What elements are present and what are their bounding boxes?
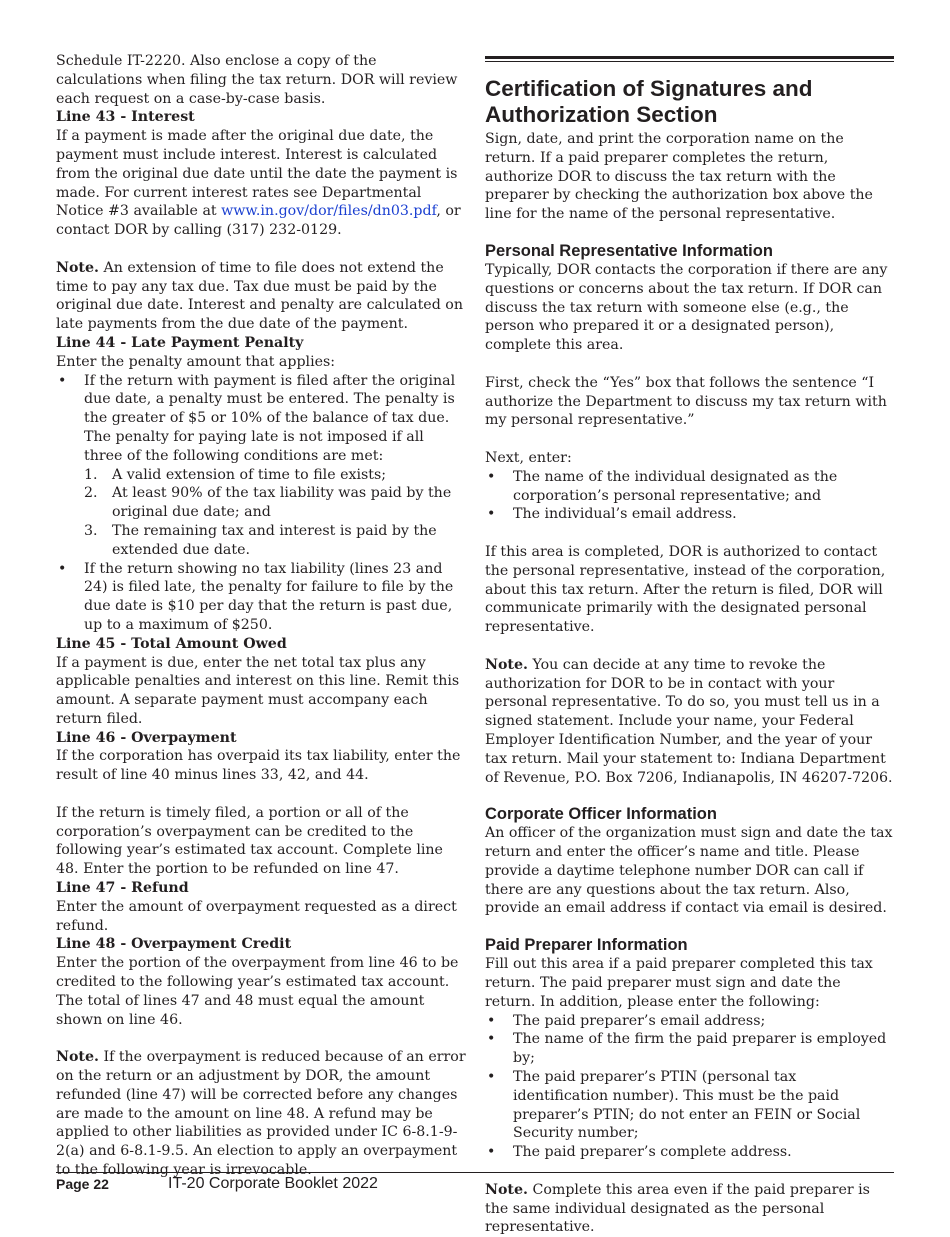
list-item bbox=[485, 1068, 895, 1143]
personal-rep-heading: Personal Representative Information bbox=[485, 241, 773, 260]
note-text: An extension of time to file does not extend the time to pay any tax due. Tax due must be paid by the original due date. Interest and penalty are calculated on late payments from the due date of the payment. bbox=[56, 259, 463, 333]
note-text: If the overpayment is reduced because of an error on the return or an adjustment by DOR, the amount refunded (line 47) will be corrected before any changes are made to the amount on line 48. A refund may be applied to other liabilities as provided under IC 6-8.1-9-2(a) and 6-8.1-9.5. An election to apply an overpayment to the following year is irrevocable. bbox=[56, 1049, 466, 1179]
line45-paragraph: If a payment is due, enter the net total tax plus any applicable penalties and interest on this line. Remit this amount. A separate payment must accompany each return filed. bbox=[56, 654, 460, 727]
booklet-title: IT-20 Corporate Booklet 2022 bbox=[168, 1175, 378, 1192]
personal-rep-bullets bbox=[485, 468, 895, 524]
list-item-text: At least 90% of the tax liability was paid by the original due date; and bbox=[112, 485, 452, 521]
line43-heading: Line 43 - Interest bbox=[56, 109, 195, 126]
list-item-text: The individual’s email address. bbox=[513, 506, 737, 523]
left-column bbox=[56, 52, 466, 1180]
note-revoke bbox=[485, 656, 895, 788]
list-item bbox=[84, 466, 466, 485]
line46-paragraph-2: If the return is timely filed, a portion or all of the corporation’s overpayment can be credited to the following year’s estimated tax account. Complete line 48. Enter the portion to be refunded on line 47. bbox=[56, 804, 443, 878]
line43-text: If a payment is made after the original due date, the payment must include interest. Interest is calculated from the original due date until the date the payment is made. For current interest rates see Departmental Notice #3 available at bbox=[56, 128, 458, 220]
note-label: Note. bbox=[56, 1049, 99, 1066]
note-overpayment bbox=[56, 1048, 466, 1180]
list-item-text: The remaining tax and interest is paid by the extended due date. bbox=[112, 522, 437, 558]
dn03-link[interactable]: www.in.gov/dor/files/dn03.pdf bbox=[221, 203, 437, 220]
list-item-text: The paid preparer’s complete address. bbox=[513, 1144, 792, 1161]
note-label: Note. bbox=[485, 1181, 528, 1198]
personal-rep-paragraph-4: If this area is completed, DOR is authorized to contact the personal representative, instead of the corporation, about this tax return. After the return is filed, DOR will communicate primarily with the designated personal representative. bbox=[485, 543, 886, 636]
list-item-text: The paid preparer’s email address; bbox=[513, 1012, 766, 1029]
officer-paragraph: An officer of the organization must sign and date the tax return and enter the officer’s name and title. Please provide a daytime telephone number DOR can call if there are any questions about the tax return. Also, provide an email address if contact via email is desired. bbox=[485, 825, 893, 917]
list-item bbox=[485, 505, 895, 524]
line48-heading: Line 48 - Overpayment Credit bbox=[56, 936, 292, 953]
line44-bullets bbox=[56, 372, 466, 635]
list-item bbox=[56, 372, 466, 560]
list-number: 2. bbox=[84, 485, 98, 502]
line47-heading: Line 47 - Refund bbox=[56, 880, 189, 897]
personal-rep-paragraph-3: Next, enter: bbox=[485, 449, 572, 466]
note-text: Complete this area even if the paid preparer is the same individual designated as the personal representative. bbox=[485, 1181, 870, 1236]
list-item bbox=[485, 1012, 895, 1031]
list-item-text: The name of the individual designated as the corporation’s personal representative; and bbox=[513, 468, 838, 504]
preparer-bullets bbox=[485, 1012, 895, 1162]
list-item bbox=[84, 522, 466, 560]
note-extension bbox=[56, 259, 466, 334]
certification-paragraph: Sign, date, and print the corporation name on the return. If a paid preparer completes the return, authorize DOR to discuss the tax return with the preparer by checking the authorization box above the line for the name of the personal representative. bbox=[485, 131, 873, 223]
line46-paragraph: If the corporation has overpaid its tax liability, enter the result of line 40 minus lines 33, 42, and 44. bbox=[56, 748, 461, 784]
line45-heading: Line 45 - Total Amount Owed bbox=[56, 635, 287, 652]
line43-text-end: , or contact DOR by calling (317) 232-0129. bbox=[56, 203, 461, 239]
list-item bbox=[485, 1143, 895, 1162]
note-text: You can decide at any time to revoke the authorization for DOR to be in contact with your personal representative. To do so, you must tell us in a signed statement. Include your name, your Federal Employer Identification Number, and the year of your tax return. Mail your statement to: Indiana Department of Revenue, P.O. Box 7206, Indianapolis, IN 46207-7206. bbox=[485, 656, 893, 786]
list-item-text: If the return showing no tax liability (lines 23 and 24) is filed late, the penalty for failure to file by the due date is $10 per day that the return is past due, up to a maximum of $250. bbox=[84, 560, 454, 633]
list-item-text: A valid extension of time to file exists; bbox=[112, 466, 387, 483]
list-number: 1. bbox=[84, 466, 98, 483]
list-item-text: The paid preparer’s PTIN (personal tax identification number). This must be the paid preparer’s PTIN; do not enter an FEIN or Social Security number; bbox=[513, 1069, 861, 1142]
right-column bbox=[485, 52, 895, 1237]
page-number: Page 22 bbox=[56, 1176, 109, 1192]
list-item-text: The name of the firm the paid preparer is employed by; bbox=[513, 1031, 887, 1067]
section-title: Certification of Signatures and Authorization Section bbox=[485, 76, 813, 127]
note-label: Note. bbox=[56, 259, 99, 276]
footer-rule bbox=[56, 1172, 894, 1173]
list-item bbox=[56, 560, 466, 635]
officer-heading: Corporate Officer Information bbox=[485, 805, 717, 824]
line46-heading: Line 46 - Overpayment bbox=[56, 729, 237, 746]
list-item bbox=[84, 484, 466, 522]
line48-paragraph: Enter the portion of the overpayment from line 46 to be credited to the following year’s estimated tax account. The total of lines 47 and 48 must equal the amount shown on line 46. bbox=[56, 955, 459, 1028]
list-item-text: If the return with payment is filed after the original due date, a penalty must be entered. The penalty is the greater of $5 or 10% of the balance of tax due. The penalty for paying late is not imposed if all three of the following conditions are met: bbox=[84, 372, 456, 464]
personal-rep-paragraph-2: First, check the “Yes” box that follows the sentence “I authorize the Department to discuss my tax return with my personal representative.” bbox=[485, 374, 887, 429]
personal-rep-paragraph: Typically, DOR contacts the corporation if there are any questions or concerns about the tax return. If DOR can discuss the tax return with someone else (e.g., the person who prepared it or a designated person), complete this area. bbox=[485, 261, 888, 354]
line44-intro: Enter the penalty amount that applies: bbox=[56, 353, 336, 370]
note-preparer bbox=[485, 1181, 895, 1237]
list-item bbox=[485, 1030, 895, 1068]
intro-paragraph: Schedule IT-2220. Also enclose a copy of the calculations when filing the tax return. DOR will review each request on a case-by-case basis. bbox=[56, 53, 458, 107]
note-label: Note. bbox=[485, 656, 528, 673]
list-item bbox=[485, 468, 895, 506]
line43-paragraph bbox=[56, 127, 466, 240]
conditions-list bbox=[84, 466, 466, 560]
list-number: 3. bbox=[84, 522, 98, 539]
preparer-paragraph: Fill out this area if a paid preparer completed this tax return. The paid preparer must sign and date the return. In addition, please enter the following: bbox=[485, 956, 873, 1010]
line44-heading: Line 44 - Late Payment Penalty bbox=[56, 334, 304, 351]
line47-paragraph: Enter the amount of overpayment requested as a direct refund. bbox=[56, 898, 457, 934]
preparer-heading: Paid Preparer Information bbox=[485, 936, 688, 955]
